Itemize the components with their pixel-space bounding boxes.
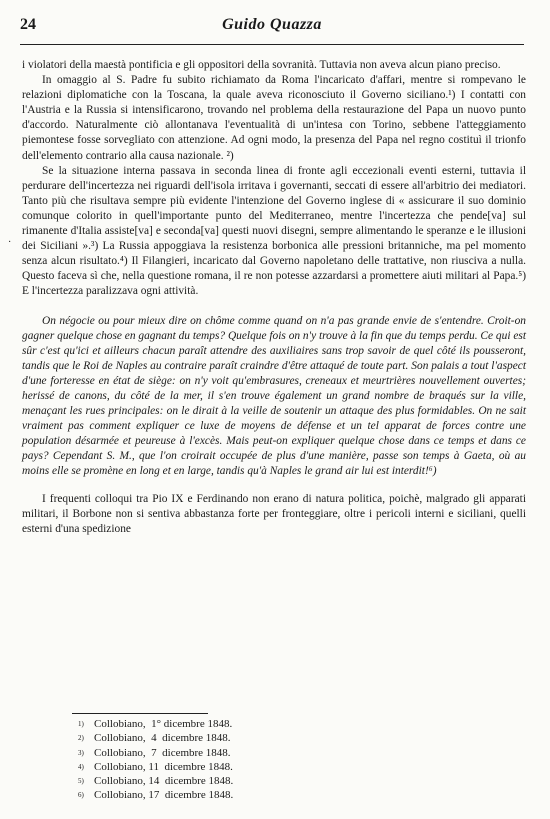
footnote	[78, 788, 233, 802]
page-number: 24	[20, 16, 36, 33]
footnote-text: Collobiano, 1° dicembre 1848.	[94, 718, 233, 730]
footnote-number: 6)	[78, 791, 84, 800]
footnote-text: Collobiano, 7 dicembre 1848.	[94, 746, 231, 759]
header-rule	[20, 44, 524, 45]
paragraph-2: In omaggio al S. Padre fu subito richiamato da Roma l'incaricato d'affari, mentre si rompevano le relazioni diplomatiche con la Toscana, la quale aveva riconosciuto il Governo siciliano.¹) I contatti con l'Austria e la Russia si intensificarono, trovando nel problema della restaurazione del Papa un nuovo punto d'accordo. Naturalmente ciò allontanava l'eventualità di un'intesa con Torino, sebbene l'atteggiamento piemontese fosse sorvegliato con attenzione. Ad ogni modo, la presenza del Papa nel regno costituì il trionfo dell'elemento contrario alla causa nazionale. ²)	[22, 74, 526, 162]
footnote-text: Collobiano, 14 dicembre 1848.	[94, 775, 234, 788]
footnote-number: 2)	[78, 734, 84, 743]
running-title: Guido Quazza	[222, 16, 322, 33]
paragraph-1: i violatori della maestà pontificia e gli oppositori della sovranità. Tuttavia non aveva alcun piano preciso.	[22, 59, 501, 71]
page-header	[20, 16, 524, 38]
body-text	[22, 58, 526, 537]
footnote	[78, 774, 233, 788]
paragraph-closing: I frequenti colloqui tra Pio IX e Ferdinando non erano di natura politica, poichè, malgrado gli apparati militari, il Borbone non si sentiva abbastanza forte per fronteggiare, oltre i pericoli interni e siciliani, quelli esterni d'una spedizione	[22, 492, 526, 535]
margin-mark: ·	[8, 237, 12, 248]
footnote	[78, 746, 233, 760]
footnotes	[78, 717, 233, 803]
footnote	[78, 731, 233, 745]
footnote-rule	[72, 713, 208, 714]
footnote-text: Collobiano, 11 dicembre 1848.	[94, 760, 233, 773]
footnote-text: Collobiano, 17 dicembre 1848.	[94, 789, 234, 802]
footnote	[78, 760, 233, 774]
footnote-number: 4)	[78, 762, 84, 771]
paragraph-3: Se la situazione interna passava in seconda linea di fronte agli eccezionali eventi esterni, tuttavia il perdurare dell'incertezza nei riguardi dell'isola irritava i governanti, seccati di essere all'arbitrio dei mediatori. Tanto più che risultava sempre più evidente l'intenzione del Governo inglese di « assicurare il suo dominio comunque colorito in quell'importante punto del Mediterraneo, mentre l'incertezza che pende[va] sul rimanente d'Italia assiste[va] e seconda[va] questi nuovi disegni, sempre alimentando le speranze e le illusioni dei Siciliani ».³) La Russia appoggiava la resistenza borbonica alle pressioni britanniche, ma pel momento senza alcun risultato.⁴) Il Filangieri, incaricato dal Governo napoletano delle trattative, non riusciva a nulla. Questo faceva sì che, nella questione romana, il re non potesse azzardarsi a promettere aiuti militari al Papa.⁵) E l'incertezza paralizzava ogni attività.	[22, 164, 526, 298]
footnote-text: Collobiano, 4 dicembre 1848.	[94, 732, 231, 745]
footnote	[78, 717, 233, 731]
footnote-number: 1)	[78, 720, 84, 728]
quotation-text: On négocie ou pour mieux dire on chôme comme quand on n'a pas grande envie de s'entendre. Croit-on gagner quelque chose en gagnant du temps? Quelque fois on n'y trouve à la fin que du temps perdu. Ce qui est sûr c'est qu'ici et ailleurs chacun paraît attendre des auxiliaires sans trop savoir de quel côté ils pousseront, tandis que le Roi de Naples au contraire paraît craindre d'être attaqué de toute part. Son palais a tout l'aspect d'une forteresse en état de siège: on n'y voit qu'embrasures, creneaux et meurtrières nouvellement ouvertes; herissé de canons, du côté de la mer, il s'en trouve également un grand nombre de braqués sur la ville, menaçant les rues principales: on le dirait à la veille de soutenir un attaque des plus formidables. On ne sait vraiment pas comment expliquer ce luxe de moyens de défense et un tel apparat de forces contre une population désarmée et peureuse à l'excès. Mais peut-on expliquer quelque chose dans ce temps et dans ce pays? Cependant S. M., que l'on croirait occupée de plus d'une manière, passe son temps à Gaeta, où au moins elle se promène en long et en large, tandis qu'à Naples le grand air lui est interdit!⁶)	[22, 314, 526, 478]
footnote-number: 5)	[78, 777, 84, 786]
footnote-number: 3)	[78, 748, 84, 757]
french-quotation	[22, 314, 526, 480]
